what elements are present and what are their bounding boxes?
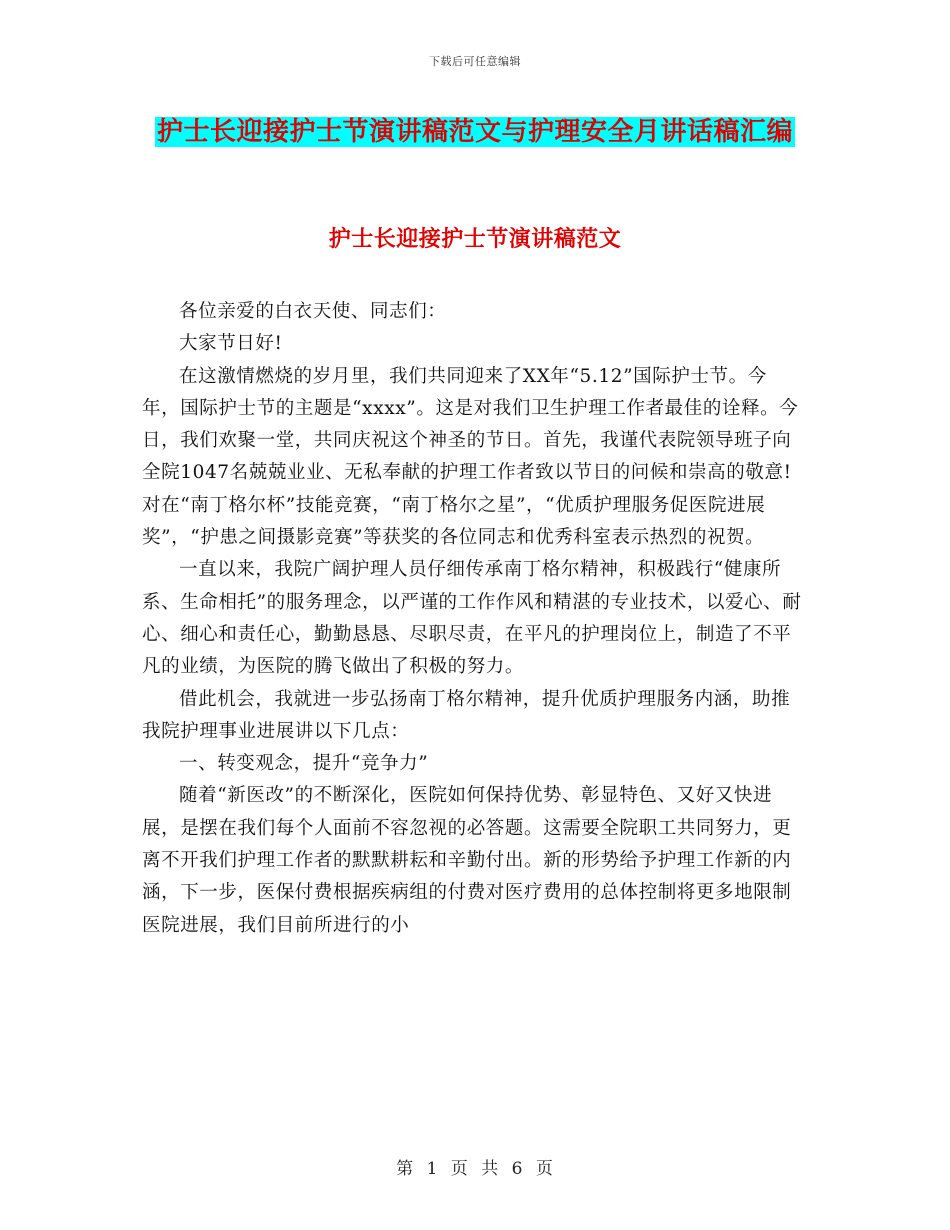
header-note: 下载后可任意编辑 [429,55,521,68]
section-title: 护士长迎接护士节演讲稿范文 [328,226,622,252]
paragraph: 一直以来，我院广阔护理人员仔细传承南丁格尔精神，积极践行“健康所系、生命相托”的服务理念，以严谨的工作作风和精湛的专业技术，以爱心、耐心、细心和责任心，勤勤恳恳、尽职尽责，在平凡的护理岗位上，制造了不平凡的业绩，为医院的腾飞做出了积极的努力。 [142,559,802,678]
paragraph: 借此机会，我就进一步弘扬南丁格尔精神，提升优质护理服务内涵，助推我院护理事业进展讲以下几点： [142,688,791,742]
paragraph-heading-point-one: 一、转变观念，提升“竞争力” [179,753,429,775]
body-text [142,296,804,942]
document-title [145,108,805,156]
paragraph-greeting: 各位亲爱的白衣天使、同志们： [179,301,447,322]
paragraph-holiday-wishes: 大家节日好! [179,333,283,355]
paragraph: 在这激情燃烧的岁月里，我们共同迎来了XX年“5.12”国际护士节。今年，国际护士节的主题是“xxxx”。这是对我们卫生护理工作者最佳的诠释。今日，我们欢聚一堂，共同庆祝这个神圣的节日。首先，我谨代表院领导班子向全院1047名兢兢业业、无私奉献的护理工作者致以节日的问候和崇高的敬意!对在“南丁格尔杯”技能竞赛，“南丁格尔之星”，“优质护理服务促医院进展奖”，“护患之间摄影竞赛”等获奖的各位同志和优秀科室表示热烈的祝贺。 [142,365,799,549]
paragraph: 随着“新医改”的不断深化，医院如何保持优势、彰显特色、又好又快进展，是摆在我们每个人面前不容忽视的必答题。这需要全院职工共同努力，更离不开我们护理工作者的默默耕耘和辛勤付出。新的形势给予护理工作新的内涵，下一步，医保付费根据疾病组的付费对医疗费用的总体控制将更多地限制医院进展，我们目前所进行的小 [142,785,792,936]
document-title-text: 护士长迎接护士节演讲稿范文与护理安全月讲话稿汇编 [156,117,793,147]
page-footer: 第 1 页 共 6 页 [396,1159,554,1179]
